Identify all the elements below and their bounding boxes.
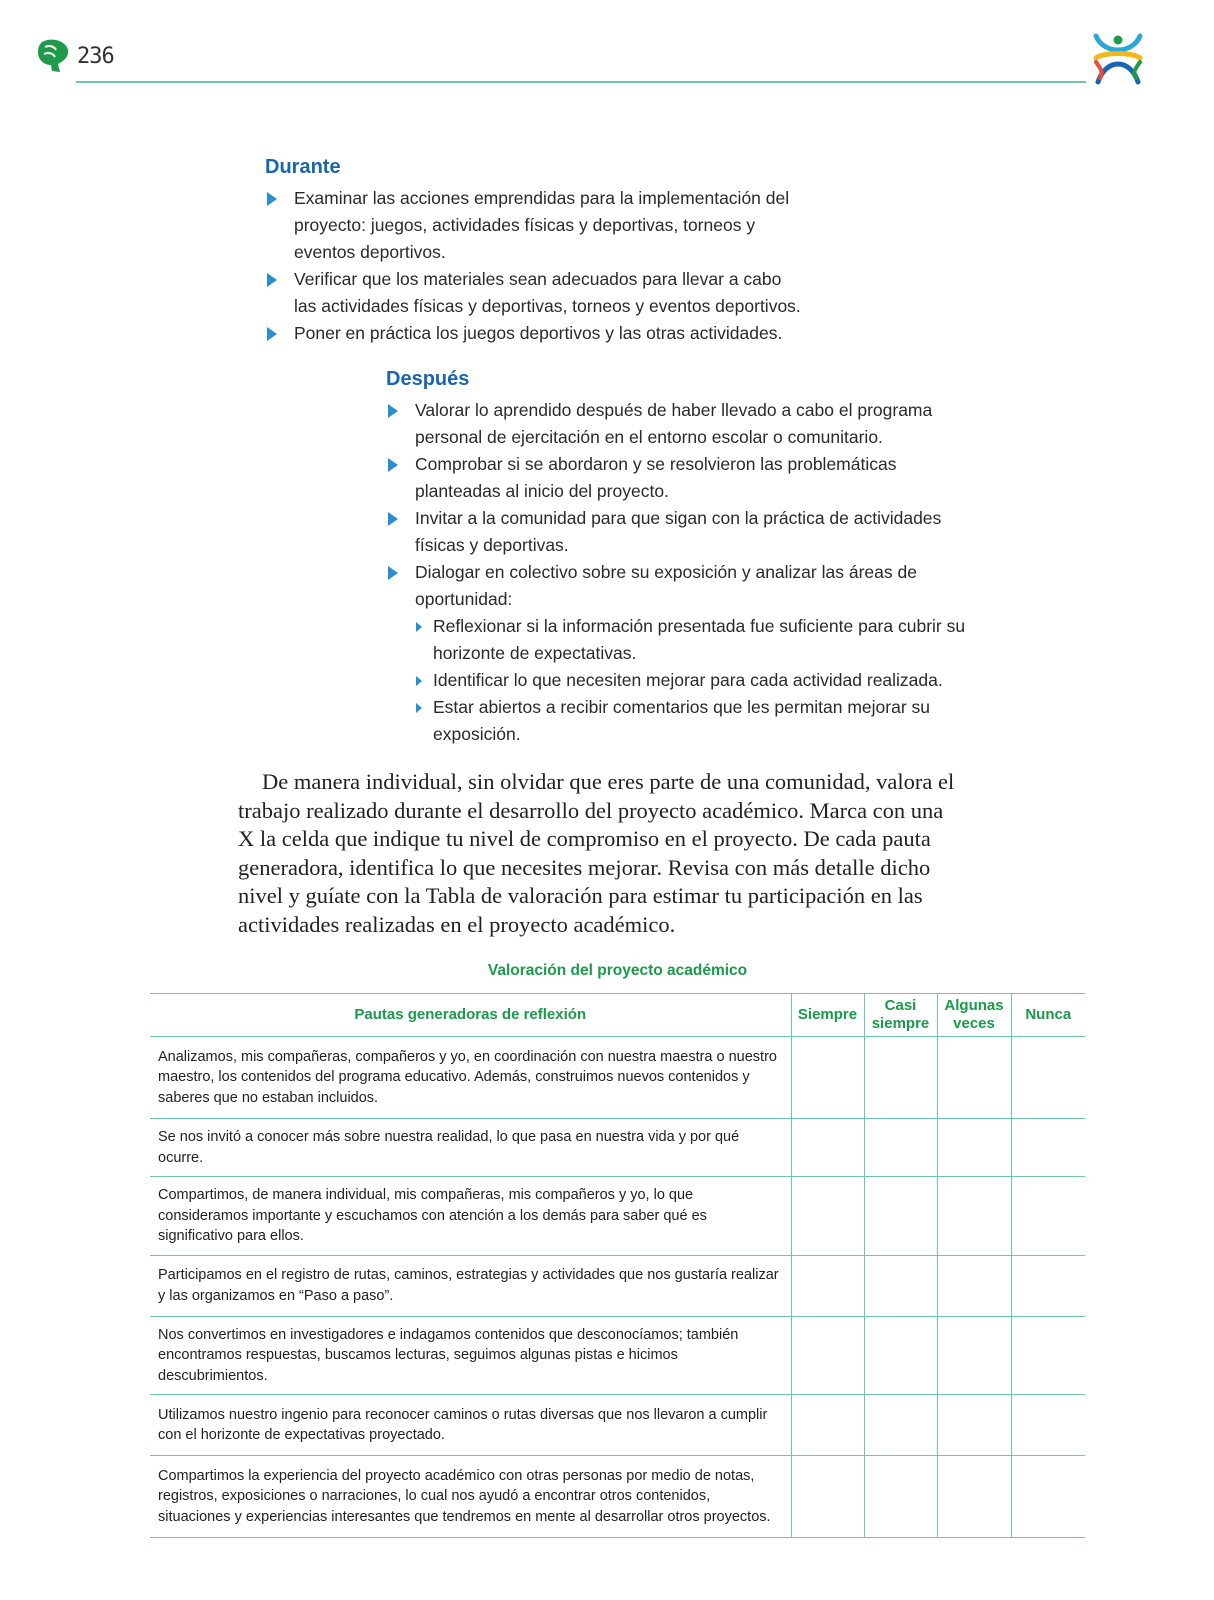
durante-title: Durante [265,156,341,178]
bullet-triangle-icon [267,192,277,206]
siempre-cell[interactable] [791,1255,864,1316]
list-item: Verificar que los materiales sean adecuados para llevar a cabo las actividades físicas y deportivas, torneos y eventos deportivos. [265,266,805,320]
small-bullet-triangle-icon [416,676,422,686]
table-row [150,1177,1085,1256]
algunas-veces-cell[interactable] [937,1037,1011,1119]
header-algunas-veces: Algunas veces [937,994,1011,1037]
green-leaf-logo-icon [36,38,70,74]
despues-list [386,397,966,748]
despues-sublist [415,613,966,748]
header-siempre: Siempre [791,994,864,1037]
casi-siempre-cell[interactable] [864,1316,937,1395]
despues-section [386,368,966,748]
table-row [150,1255,1085,1316]
evaluation-table [150,993,1085,1538]
algunas-veces-cell[interactable] [937,1456,1011,1538]
siempre-cell[interactable] [791,1037,864,1119]
interlinked-figures-logo-icon [1090,32,1146,86]
instruction-paragraph: De manera individual, sin olvidar que eres parte de una comunidad, valora el trabajo realizado durante el desarrollo del proyecto académico. Marca con una X la celda que indique tu nivel de compromiso en el proyecto. De cada pauta generadora, identifica lo que necesites mejorar. Revisa con más detalle dicho nivel y guíate con la Tabla de valoración para estimar tu participación en las actividades realizadas en el proyecto académico. [238,769,955,937]
table-title: Valoración del proyecto académico [487,962,748,979]
siempre-cell[interactable] [791,1395,864,1456]
nunca-cell[interactable] [1011,1395,1085,1456]
bullet-triangle-icon [267,273,277,287]
table-row [150,1037,1085,1119]
header-casi-siempre: Casi siempre [864,994,937,1037]
durante-list [265,185,805,347]
algunas-veces-cell[interactable] [937,1395,1011,1456]
casi-siempre-cell[interactable] [864,1456,937,1538]
siempre-cell[interactable] [791,1177,864,1256]
casi-siempre-cell[interactable] [864,1177,937,1256]
header-nunca: Nunca [1011,994,1085,1037]
algunas-veces-cell[interactable] [937,1255,1011,1316]
criteria-cell: Nos convertimos en investigadores e indagamos contenidos que desconocíamos; también encontramos respuestas, buscamos lecturas, seguimos algunas pistas e hicimos descubrimientos. [150,1316,791,1395]
criteria-cell: Utilizamos nuestro ingenio para reconocer caminos o rutas diversas que nos llevaron a cumplir con el horizonte de expectativas proyectado. [150,1395,791,1456]
siempre-cell[interactable] [791,1316,864,1395]
small-bullet-triangle-icon [416,703,422,713]
algunas-veces-cell[interactable] [937,1316,1011,1395]
algunas-veces-cell[interactable] [937,1177,1011,1256]
despues-title: Después [386,368,470,390]
header-criteria: Pautas generadoras de reflexión [150,994,791,1037]
casi-siempre-cell[interactable] [864,1119,937,1177]
nunca-cell[interactable] [1011,1316,1085,1395]
page-header [0,0,1214,100]
nunca-cell[interactable] [1011,1177,1085,1256]
table-header-row [150,994,1085,1037]
criteria-cell: Compartimos, de manera individual, mis compañeras, mis compañeros y yo, lo que consideramos importante y escuchamos con atención a los demás para saber qué es significativo para ellos. [150,1177,791,1256]
criteria-cell: Analizamos, mis compañeras, compañeros y yo, en coordinación con nuestra maestra o nuestro maestro, los contenidos del programa educativo. Además, construimos nuevos contenidos y saberes que no estaban incluidos. [150,1037,791,1119]
criteria-cell: Participamos en el registro de rutas, caminos, estrategias y actividades que nos gustaría realizar y las organizamos en “Paso a paso”. [150,1255,791,1316]
list-item: Examinar las acciones emprendidas para la implementación del proyecto: juegos, actividades físicas y deportivas, torneos y eventos deportivos. [265,185,805,266]
casi-siempre-cell[interactable] [864,1037,937,1119]
criteria-cell: Se nos invitó a conocer más sobre nuestra realidad, lo que pasa en nuestra vida y por qué ocurre. [150,1119,791,1177]
header-rule [76,81,1086,83]
bullet-triangle-icon [388,566,398,580]
nunca-cell[interactable] [1011,1119,1085,1177]
list-item: Dialogar en colectivo sobre su exposición y analizar las áreas de oportunidad: Reflexionar si la información presentada fue suficiente para cubrir su horizonte de expectativas. Identificar lo que necesiten mejorar para cada actividad realizada. Estar abiertos a recibir comentarios que les permitan mejorar su exposición. [386,559,966,748]
casi-siempre-cell[interactable] [864,1255,937,1316]
nunca-cell[interactable] [1011,1255,1085,1316]
bullet-triangle-icon [388,458,398,472]
list-item: Valorar lo aprendido después de haber llevado a cabo el programa personal de ejercitación en el entorno escolar o comunitario. [386,397,966,451]
sublist-item: Identificar lo que necesiten mejorar para cada actividad realizada. [415,667,966,694]
siempre-cell[interactable] [791,1456,864,1538]
algunas-veces-cell[interactable] [937,1119,1011,1177]
table-row [150,1395,1085,1456]
list-item: Comprobar si se abordaron y se resolvieron las problemáticas planteadas al inicio del proyecto. [386,451,966,505]
nunca-cell[interactable] [1011,1037,1085,1119]
small-bullet-triangle-icon [416,622,422,632]
bullet-triangle-icon [388,404,398,418]
table-row [150,1119,1085,1177]
durante-section [265,156,805,347]
criteria-cell: Compartimos la experiencia del proyecto académico con otras personas por medio de notas, registros, exposiciones o narraciones, lo cual nos ayudó a encontrar otros contenidos, situaciones y experiencias interesantes que tendremos en mente al desarrollar otros proyectos. [150,1456,791,1538]
nunca-cell[interactable] [1011,1456,1085,1538]
bullet-triangle-icon [267,327,277,341]
sublist-item: Estar abiertos a recibir comentarios que les permitan mejorar su exposición. [415,694,966,748]
table-row [150,1316,1085,1395]
siempre-cell[interactable] [791,1119,864,1177]
casi-siempre-cell[interactable] [864,1395,937,1456]
page-number: 236 [77,44,114,69]
sublist-item: Reflexionar si la información presentada fue suficiente para cubrir su horizonte de expectativas. [415,613,966,667]
list-item: Invitar a la comunidad para que sigan con la práctica de actividades físicas y deportivas. [386,505,966,559]
list-item: Poner en práctica los juegos deportivos y las otras actividades. [265,320,805,347]
table-row [150,1456,1085,1538]
bullet-triangle-icon [388,512,398,526]
